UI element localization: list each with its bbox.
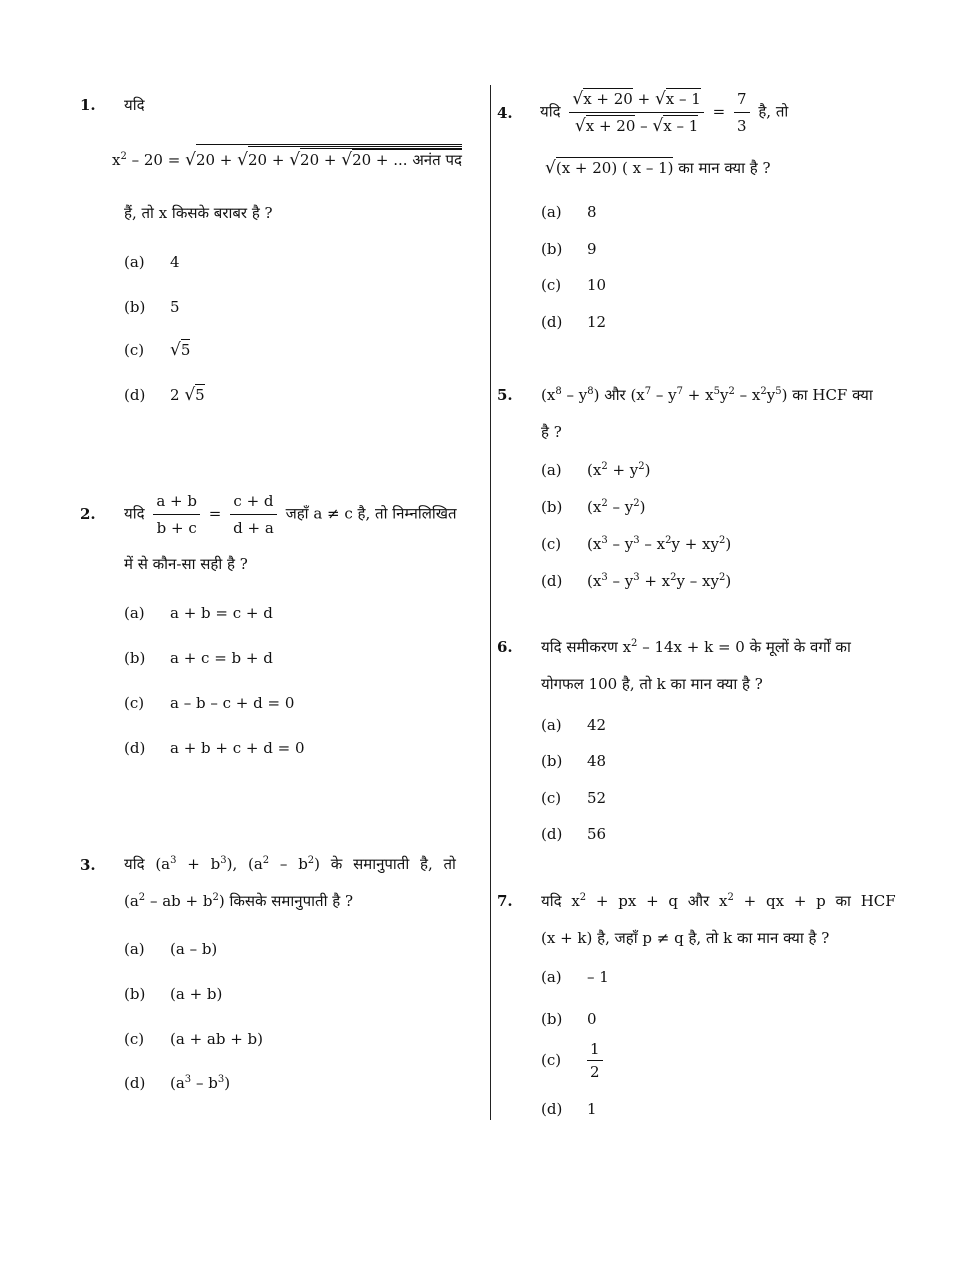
option-b[interactable]: (b) 5	[124, 298, 180, 316]
option-b[interactable]: (b) (a + b)	[124, 985, 223, 1003]
question-line-2: में से कौन-सा सही है ?	[124, 555, 248, 573]
sqrt-icon: √	[654, 89, 666, 109]
option-a[interactable]: (a) $(x^2 + y^2)$	[541, 461, 651, 479]
sqrt-icon: √	[289, 150, 301, 170]
option-a[interactable]: (a) (a – b)	[124, 940, 218, 958]
option-c[interactable]: (c) $(x^3 - y^3 - x^2y + xy^2)$	[541, 535, 732, 553]
question-line-1: यदि $(a^3 + b^3)$, $(a^2 - b^2)$ के समानुपाती है, तो	[124, 855, 456, 873]
option-c[interactable]: (c) $\frac{1}{2}$	[541, 1040, 603, 1081]
question-number: 5.	[497, 386, 513, 404]
column-divider	[490, 85, 491, 1120]
sqrt-icon: √	[574, 116, 586, 136]
sqrt-icon: √	[341, 150, 353, 170]
question-line-2: है ?	[541, 423, 562, 441]
option-a[interactable]: (a) 42	[541, 716, 607, 734]
question-number: 4.	[497, 104, 513, 122]
fraction: $\frac{1}{2}$	[587, 1040, 603, 1081]
option-d[interactable]: (d) $(x^3 - y^3 + x^2y - xy^2)$	[541, 572, 732, 590]
sqrt-icon: √	[652, 116, 664, 136]
option-d[interactable]: (d) 2 √5	[124, 385, 205, 405]
question-intro: यदि	[124, 96, 145, 114]
question-line-1: यदि $x^2$ + px + q और $x^2$ + qx + p का HCF	[541, 892, 896, 910]
option-d[interactable]: (d) 1	[541, 1100, 597, 1118]
option-a[interactable]: (a) 4	[124, 253, 180, 271]
question-line-1: यदि $\frac{√x + 20 + √x - 1}{√x + 20 - √x - 1}$ = $\frac{7}{3}$ है, तो	[540, 89, 789, 136]
option-a[interactable]: (a) – 1	[541, 968, 609, 986]
question-line-2: √(x + 20) ( x – 1) का मान क्या है ?	[545, 158, 771, 178]
question-line-2: योगफल 100 है, तो k का मान क्या है ?	[541, 675, 763, 693]
question-number: 2.	[80, 505, 96, 523]
question-number: 6.	[497, 638, 513, 656]
question-number: 3.	[80, 856, 96, 874]
nested-radical-equation: $x^2 - 20 = √20 + √20 + √20 + √20$ + ... अनंत पद	[112, 150, 462, 170]
question-text: हैं, तो x किसके बराबर है ?	[124, 204, 273, 222]
option-b[interactable]: (b) 48	[541, 752, 607, 770]
question-line-1: $(x^8 - y^8)$ और $(x^7 - y^7 + x^5y^2 - x^2y^5)$ का HCF क्या	[541, 386, 873, 404]
fraction: $\frac{7}{3}$	[734, 88, 750, 137]
sqrt-icon: √	[237, 150, 248, 170]
option-d[interactable]: (d) a + b + c + d = 0	[124, 739, 305, 757]
option-c[interactable]: (c) √5	[124, 340, 191, 360]
sqrt-icon: √	[170, 340, 181, 360]
option-b[interactable]: (b) $(x^2 - y^2)$	[541, 498, 646, 516]
option-b[interactable]: (b) 9	[541, 240, 597, 258]
sqrt-icon: √	[572, 89, 584, 109]
option-b[interactable]: (b) a + c = b + d	[124, 649, 273, 667]
option-b[interactable]: (b) 0	[541, 1010, 597, 1028]
question-line-1: यदि समीकरण $x^2 - 14x + k = 0$ के मूलों के वर्गों का	[541, 638, 851, 656]
question-line-2: ($a^2$ – ab + $b^2$) किसके समानुपाती है ?	[124, 892, 354, 910]
question-line-2: (x + k) है, जहाँ p ≠ q है, तो k का मान क्या है ?	[541, 929, 830, 947]
option-c[interactable]: (c) a – b – c + d = 0	[124, 694, 295, 712]
sqrt-icon: √	[545, 158, 556, 178]
option-c[interactable]: (c) 10	[541, 276, 607, 294]
option-d[interactable]: (d) 56	[541, 825, 607, 843]
option-d[interactable]: (d) 12	[541, 313, 607, 331]
sqrt-icon: √	[184, 385, 196, 405]
question-line-1: यदि $\frac{a + b}{b + c}$ = $\frac{c + d}{d + a}$ जहाँ a ≠ c है, तो निम्नलिखित	[124, 492, 457, 537]
option-c[interactable]: (c) 52	[541, 789, 607, 807]
option-a[interactable]: (a) a + b = c + d	[124, 604, 273, 622]
question-number: 7.	[497, 892, 513, 910]
option-a[interactable]: (a) 8	[541, 203, 597, 221]
question-number: 1.	[80, 96, 96, 114]
fraction: $\frac{c + d}{d + a}$	[230, 490, 277, 539]
option-c[interactable]: (c) (a + ab + b)	[124, 1030, 264, 1048]
sqrt-icon: √	[185, 150, 196, 170]
option-d[interactable]: (d) $(a^3 - b^3)$	[124, 1074, 231, 1092]
fraction: $\frac{√x + 20 + √x - 1}{√x + 20 - √x - 1}$	[569, 88, 704, 137]
fraction: $\frac{a + b}{b + c}$	[153, 490, 200, 539]
